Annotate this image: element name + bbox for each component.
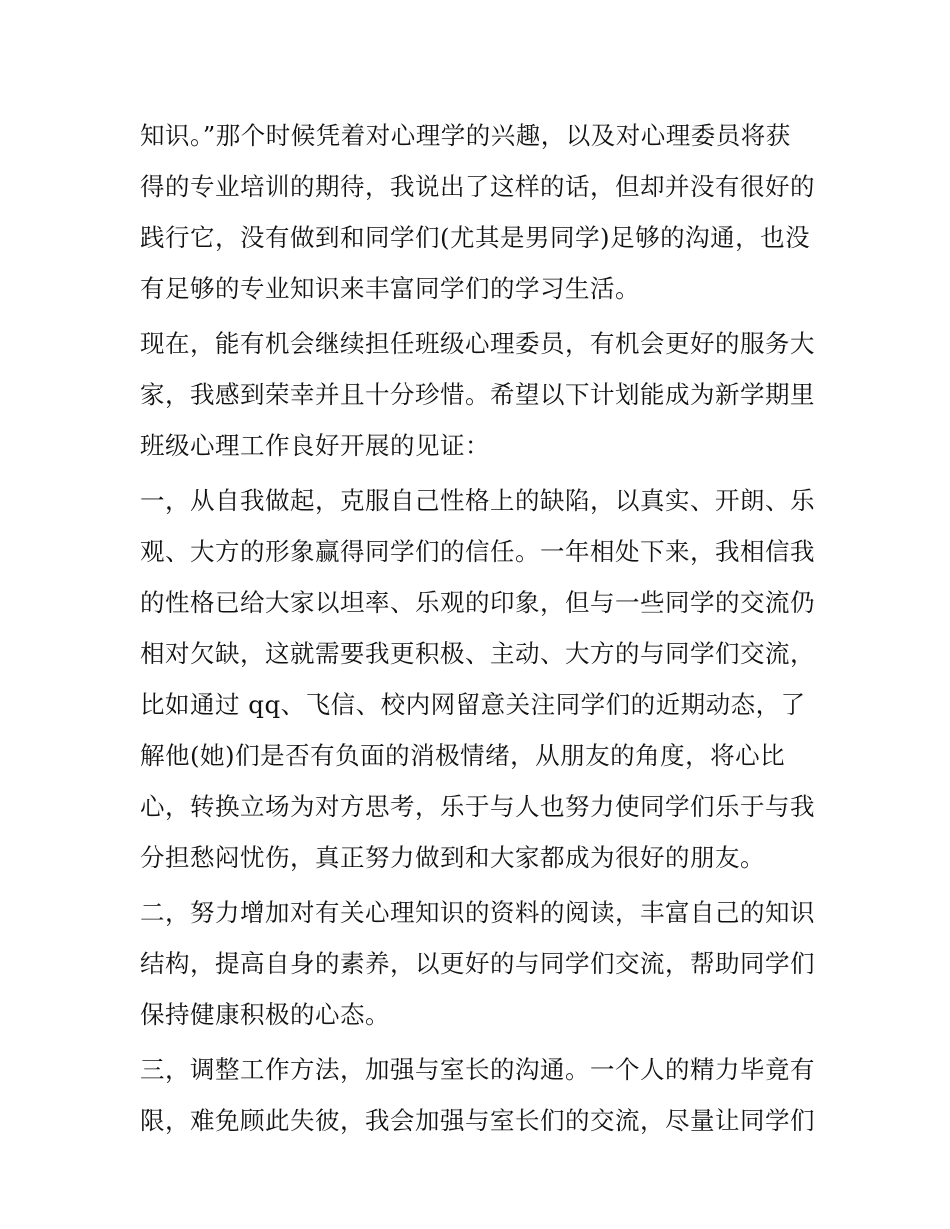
paragraph-5	[140, 1044, 820, 1146]
text-line: 得的专业培训的期待，我说出了这样的话，但却并没有很好的	[140, 172, 815, 201]
text-line: 践行它，没有做到和同学们(尤其是男同学)足够的沟通，也没	[140, 223, 811, 252]
text-line: 的性格已给大家以坦率、乐观的印象，但与一些同学的交流仍	[140, 588, 815, 617]
text-line: 限，难免顾此失彼，我会加强与室长们的交流，尽量让同学们	[140, 1106, 815, 1135]
text-line: 分担愁闷忧伤，真正努力做到和大家都成为很好的朋友。	[140, 843, 765, 872]
text-line: 结构，提高自身的素养，以更好的与同学们交流，帮助同学们	[140, 949, 815, 978]
text-line: 保持健康积极的心态。	[140, 1000, 390, 1029]
text-line: 三，调整工作方法，加强与室长的沟通。一个人的精力毕竟有	[140, 1055, 815, 1084]
paragraph-2	[140, 318, 820, 471]
text-line: 一，从自我做起，克服自己性格上的缺陷，以真实、开朗、乐	[140, 486, 815, 515]
text-line: 观、大方的形象赢得同学们的信任。一年相处下来，我相信我	[140, 537, 815, 566]
document-body	[140, 110, 820, 1150]
text-line: 比如通过 qq、飞信、校内网留意关注同学们的近期动态，了	[140, 690, 806, 719]
text-line: 现在，能有机会继续担任班级心理委员，有机会更好的服务大	[140, 329, 815, 358]
text-line: 解他(她)们是否有负面的消极情绪，从朋友的角度，将心比	[140, 741, 786, 770]
paragraph-1	[140, 110, 820, 314]
text-line: 家，我感到荣幸并且十分珍惜。希望以下计划能成为新学期里	[140, 380, 815, 409]
text-line: 知识。”那个时候凭着对心理学的兴趣，以及对心理委员将获	[140, 121, 791, 150]
paragraph-3	[140, 475, 820, 883]
text-line: 班级心理工作良好开展的见证：	[140, 431, 490, 460]
text-line: 有足够的专业知识来丰富同学们的学习生活。	[140, 274, 640, 303]
text-line: 心，转换立场为对方思考，乐于与人也努力使同学们乐于与我	[140, 792, 815, 821]
text-line: 相对欠缺，这就需要我更积极、主动、大方的与同学们交流，	[140, 639, 815, 668]
paragraph-4	[140, 887, 820, 1040]
text-line: 二，努力增加对有关心理知识的资料的阅读，丰富自己的知识	[140, 898, 815, 927]
